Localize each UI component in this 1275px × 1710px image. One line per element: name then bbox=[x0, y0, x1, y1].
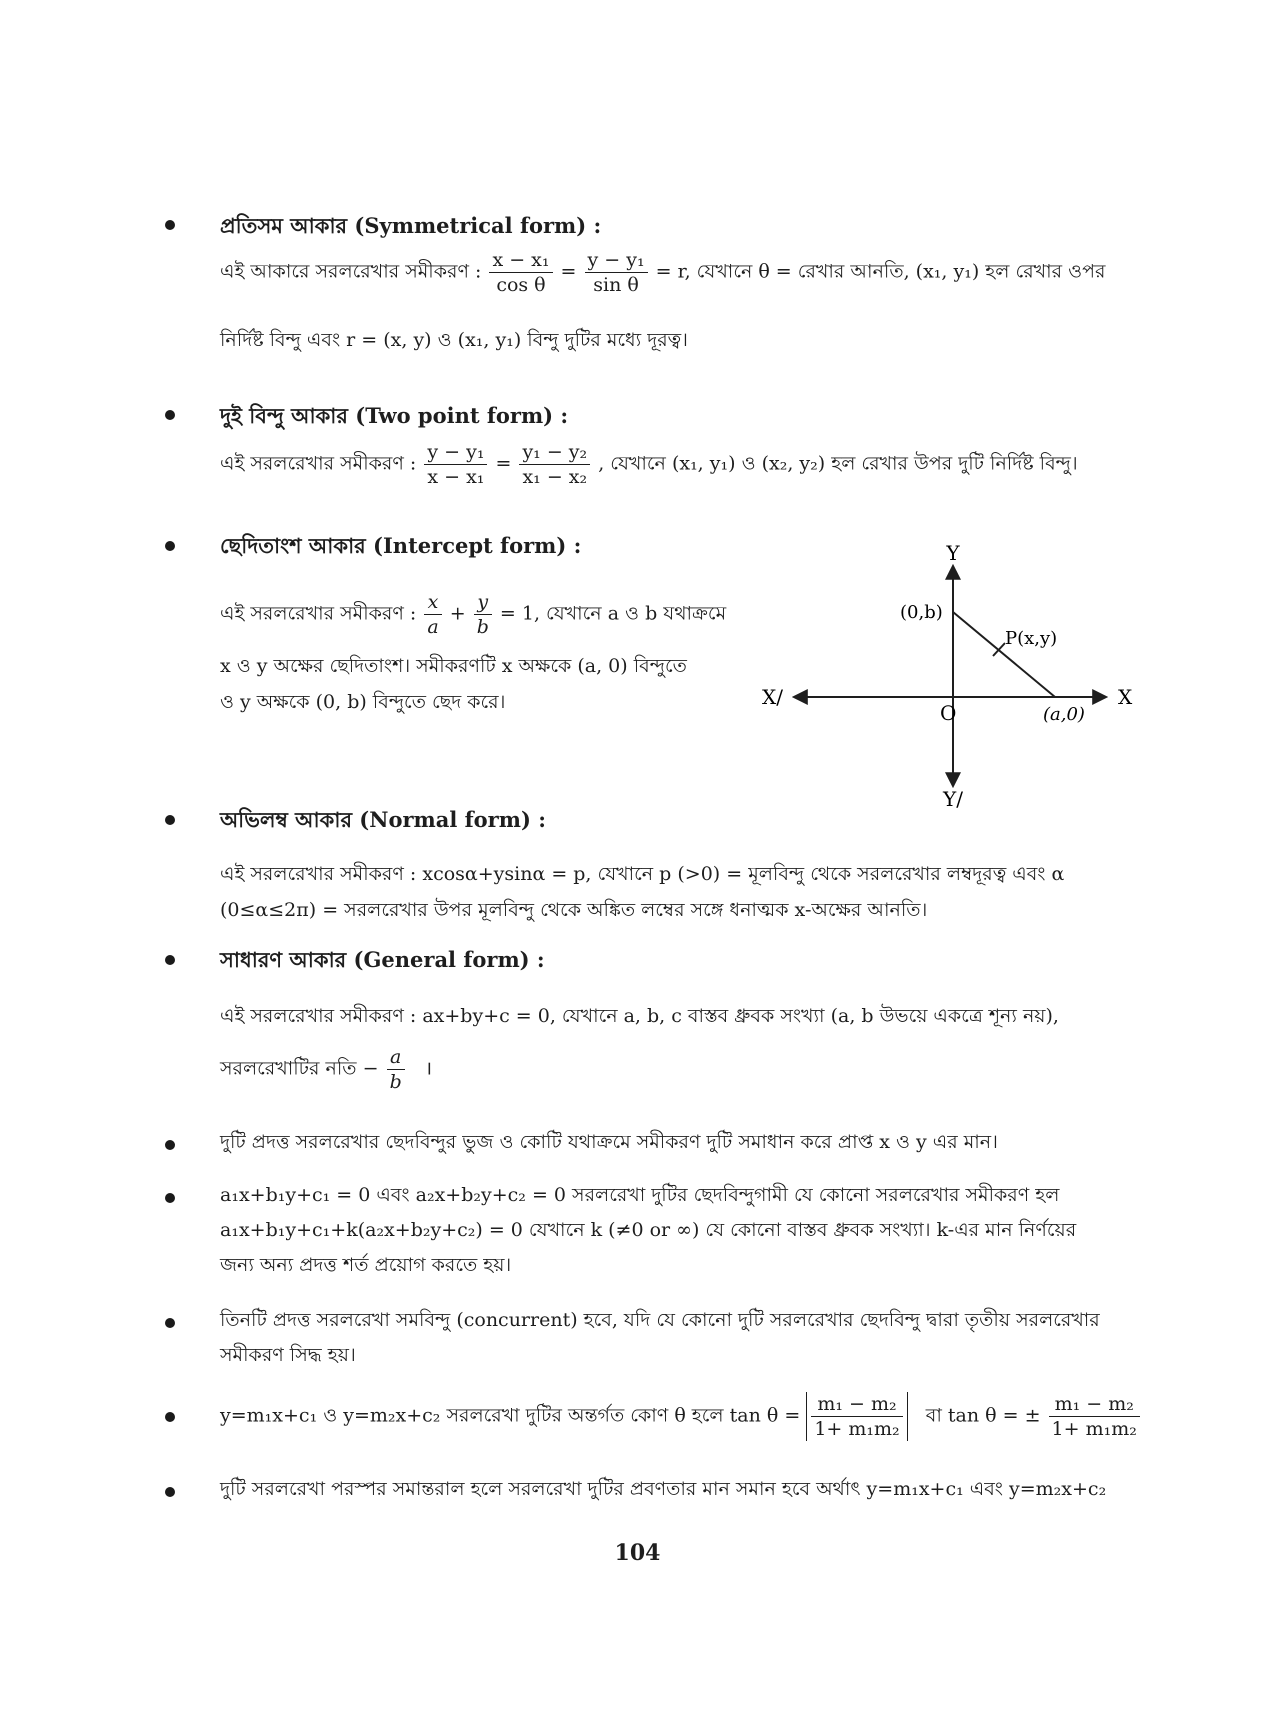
bullet-10-text: দুটি সরলরেখা পরস্পর সমান্তরাল হলে সরলরেখা দুটির প্রবণতার মান সমান হবে অর্থাৎ y=m₁x+c₁ এবং y=m₂x+c₂ bbox=[220, 1478, 1107, 1500]
bullet-dot bbox=[165, 1487, 175, 1497]
point-p-label: P(x,y) bbox=[1005, 628, 1058, 649]
two-point-frac-2 bbox=[519, 440, 590, 489]
frac-num bbox=[424, 590, 441, 615]
x-neg-axis-label: X/ bbox=[762, 685, 783, 709]
bullet-dot bbox=[165, 1193, 175, 1203]
intercept-line-3: ও y অক্ষকে (0, b) বিন্দুতে ছেদ করে। bbox=[220, 691, 506, 713]
frac-num: m₁ − m₂ bbox=[811, 1392, 902, 1417]
frac-num-var: y bbox=[477, 591, 489, 613]
tan-frac-abs bbox=[811, 1392, 902, 1441]
symmetrical-line-2: নির্দিষ্ট বিন্দু এবং r = (x, y) ও (x₁, y₁) বিন্দু দুটির মধ্যে দূরত্ব। bbox=[220, 329, 688, 351]
normal-line-1: এই সরলরেখার সমীকরণ : xcosα+ysinα = p, যেখানে p (>0) = মূলবিন্দু থেকে সরলরেখার লম্বদূরত্ব এবং α bbox=[220, 863, 1065, 885]
frac-num: y − y₁ bbox=[424, 440, 487, 465]
bullet-8-line-1: তিনটি প্রদত্ত সরলরেখা সমবিন্দু (concurrent) হবে, যদি যে কোনো দুটি সরলরেখার ছেদবিন্দু দ্বারা তৃতীয় সরলরেখার bbox=[220, 1309, 1100, 1331]
general-slope-frac bbox=[387, 1045, 405, 1094]
frac-num bbox=[387, 1045, 405, 1070]
frac-den-var: b bbox=[389, 1071, 402, 1093]
symmetrical-frac-2 bbox=[585, 248, 648, 297]
normal-heading: অভিলম্ব আকার (Normal form) : bbox=[220, 807, 546, 832]
frac-den bbox=[424, 615, 441, 639]
symmetrical-frac-1 bbox=[489, 248, 552, 297]
two-point-line-1: এই সরলরেখার সমীকরণ : $\frac{\text{y − y₁}}{\text{x − x₁}}$ = $\frac{\text{y₁ − y₂}}{\text{x₁ − x₂}}$ , যেখানে (x₁, y₁) ও (x₂, y₂) হল রেখার উপর দুটি নির্দিষ্ট বিন্দু। bbox=[220, 441, 1078, 488]
general-l2-post: । bbox=[424, 1057, 433, 1080]
x-axis-label: X bbox=[1118, 685, 1133, 709]
bullet-7-line-1: a₁x+b₁y+c₁ = 0 এবং a₂x+b₂y+c₂ = 0 সরলরেখা দুটির ছেদবিন্দুগামী যে কোনো সরলরেখার সমীকরণ হল bbox=[220, 1184, 1060, 1206]
general-line-1: এই সরলরেখার সমীকরণ : ax+by+c = 0, যেখানে a, b, c বাস্তব ধ্রুবক সংখ্যা (a, b উভয়ে একত্রে শূন্য নয়), bbox=[220, 1005, 1059, 1027]
general-line-2 bbox=[220, 1045, 432, 1094]
bullet-9-pre: y=m₁x+c₁ ও y=m₂x+c₂ সরলরেখা দুটির অন্তর্গত কোণ θ হলে tan θ = bbox=[220, 1404, 801, 1427]
tan-frac-pm bbox=[1049, 1392, 1140, 1441]
two-point-heading: দুই বিন্দু আকার (Two point form) : bbox=[220, 403, 569, 428]
symmetrical-line-1: এই আকারে সরলরেখার সমীকরণ : $\frac{\text{x − x₁}}{\text{cos θ}}$ = $\frac{\text{y − y₁}}{\text{sin θ}}$ = r, যেখানে θ = রেখার আনতি, (x₁, y₁) হল রেখার ওপর bbox=[220, 249, 1106, 296]
page-number: 104 bbox=[614, 1540, 661, 1566]
intercept-diagram bbox=[760, 540, 1150, 820]
bullet-7-line-3: জন্য অন্য প্রদত্ত শর্ত প্রয়োগ করতে হয়। bbox=[220, 1254, 512, 1276]
frac-den: x₁ − x₂ bbox=[522, 466, 588, 488]
frac-den: cos θ bbox=[496, 274, 546, 296]
normal-line-2: (0≤α≤2π) = সরলরেখার উপর মূলবিন্দু থেকে অঙ্কিত লম্বের সঙ্গে ধনাত্মক x-অক্ষের আনতি। bbox=[220, 899, 928, 921]
frac-den: 1+ m₁m₂ bbox=[1051, 1418, 1137, 1440]
bullet-dot bbox=[165, 410, 175, 420]
bullet-7-line-2: a₁x+b₁y+c₁+k(a₂x+b₂y+c₂) = 0 যেখানে k (≠0 or ∞) যে কোনো বাস্তব ধ্রুবক সংখ্যা। k-এর মান নির্ণয়ের bbox=[220, 1219, 1077, 1241]
bullet-6-text: দুটি প্রদত্ত সরলরেখার ছেদবিন্দুর ভুজ ও কোটি যথাক্রমে সমীকরণ দুটি সমাধান করে প্রাপ্ত x ও y এর মান। bbox=[220, 1131, 998, 1153]
intercept-frac-2 bbox=[474, 590, 492, 639]
symmetrical-l1-post: = r, যেখানে θ = রেখার আনতি, (x₁, y₁) হল রেখার ওপর bbox=[655, 260, 1106, 283]
bullet-9-mid: বা tan θ = ± bbox=[925, 1404, 1041, 1427]
bullet-dot bbox=[165, 220, 175, 230]
intercept-line-1: এই সরলরেখার সমীকরণ : $\frac{x}{a}$ + $\frac{y}{b}$ = 1, যেখানে a ও b যথাক্রমে bbox=[220, 591, 727, 638]
frac-num-var: x bbox=[427, 591, 439, 613]
symmetrical-l1-pre: এই আকারে সরলরেখার সমীকরণ : bbox=[220, 260, 482, 283]
two-point-l1-pre: এই সরলরেখার সমীকরণ : bbox=[220, 452, 417, 475]
intercept-line bbox=[953, 612, 1058, 697]
bullet-dot bbox=[165, 541, 175, 551]
frac-num bbox=[474, 590, 492, 615]
intercept-line-2: x ও y অক্ষের ছেদিতাংশ। সমীকরণটি x অক্ষকে (a, 0) বিন্দুতে bbox=[220, 655, 687, 677]
two-point-frac-1 bbox=[424, 440, 487, 489]
symmetrical-heading: প্রতিসম আকার (Symmetrical form) : bbox=[220, 213, 602, 238]
intercept-l1-pre: এই সরলরেখার সমীকরণ : bbox=[220, 602, 417, 625]
frac-den-var: b bbox=[476, 616, 489, 638]
abs-value-bars bbox=[806, 1392, 907, 1441]
frac-den-var: a bbox=[427, 616, 439, 638]
bullet-dot bbox=[165, 1412, 175, 1422]
frac-num: y − y₁ bbox=[585, 248, 648, 273]
frac-num: y₁ − y₂ bbox=[519, 440, 590, 465]
general-l2-pre: সরলরেখাটির নতি − bbox=[220, 1057, 379, 1080]
bullet-8-line-2: সমীকরণ সিদ্ধ হয়। bbox=[220, 1344, 356, 1366]
bullet-dot bbox=[165, 1318, 175, 1328]
bullet-dot bbox=[165, 815, 175, 825]
frac-den: 1+ m₁m₂ bbox=[814, 1418, 900, 1440]
frac-den: sin θ bbox=[593, 274, 639, 296]
intercept-frac-1 bbox=[424, 590, 441, 639]
bullet-dot bbox=[165, 1140, 175, 1150]
y-axis-label: Y bbox=[946, 541, 960, 565]
frac-num: x − x₁ bbox=[489, 248, 552, 273]
two-point-l1-post: , যেখানে (x₁, y₁) ও (x₂, y₂) হল রেখার উপর দুটি নির্দিষ্ট বিন্দু। bbox=[598, 452, 1078, 475]
intercept-l1-post: = 1, যেখানে a ও b যথাক্রমে bbox=[499, 602, 727, 625]
frac-den: x − x₁ bbox=[427, 466, 485, 488]
intercept-heading: ছেদিতাংশ আকার (Intercept form) : bbox=[220, 533, 582, 558]
frac-den bbox=[474, 615, 492, 639]
origin-label: O bbox=[940, 701, 957, 725]
frac-num-var: a bbox=[389, 1046, 402, 1068]
general-heading: সাধারণ আকার (General form) : bbox=[220, 947, 545, 972]
bullet-dot bbox=[165, 955, 175, 965]
bullet-9-line bbox=[220, 1392, 1142, 1441]
point-b-label: (0,b) bbox=[900, 602, 943, 623]
frac-num: m₁ − m₂ bbox=[1049, 1392, 1140, 1417]
y-neg-axis-label: Y/ bbox=[943, 787, 963, 811]
frac-den bbox=[387, 1070, 405, 1094]
point-a-label: (a,0) bbox=[1043, 704, 1085, 725]
